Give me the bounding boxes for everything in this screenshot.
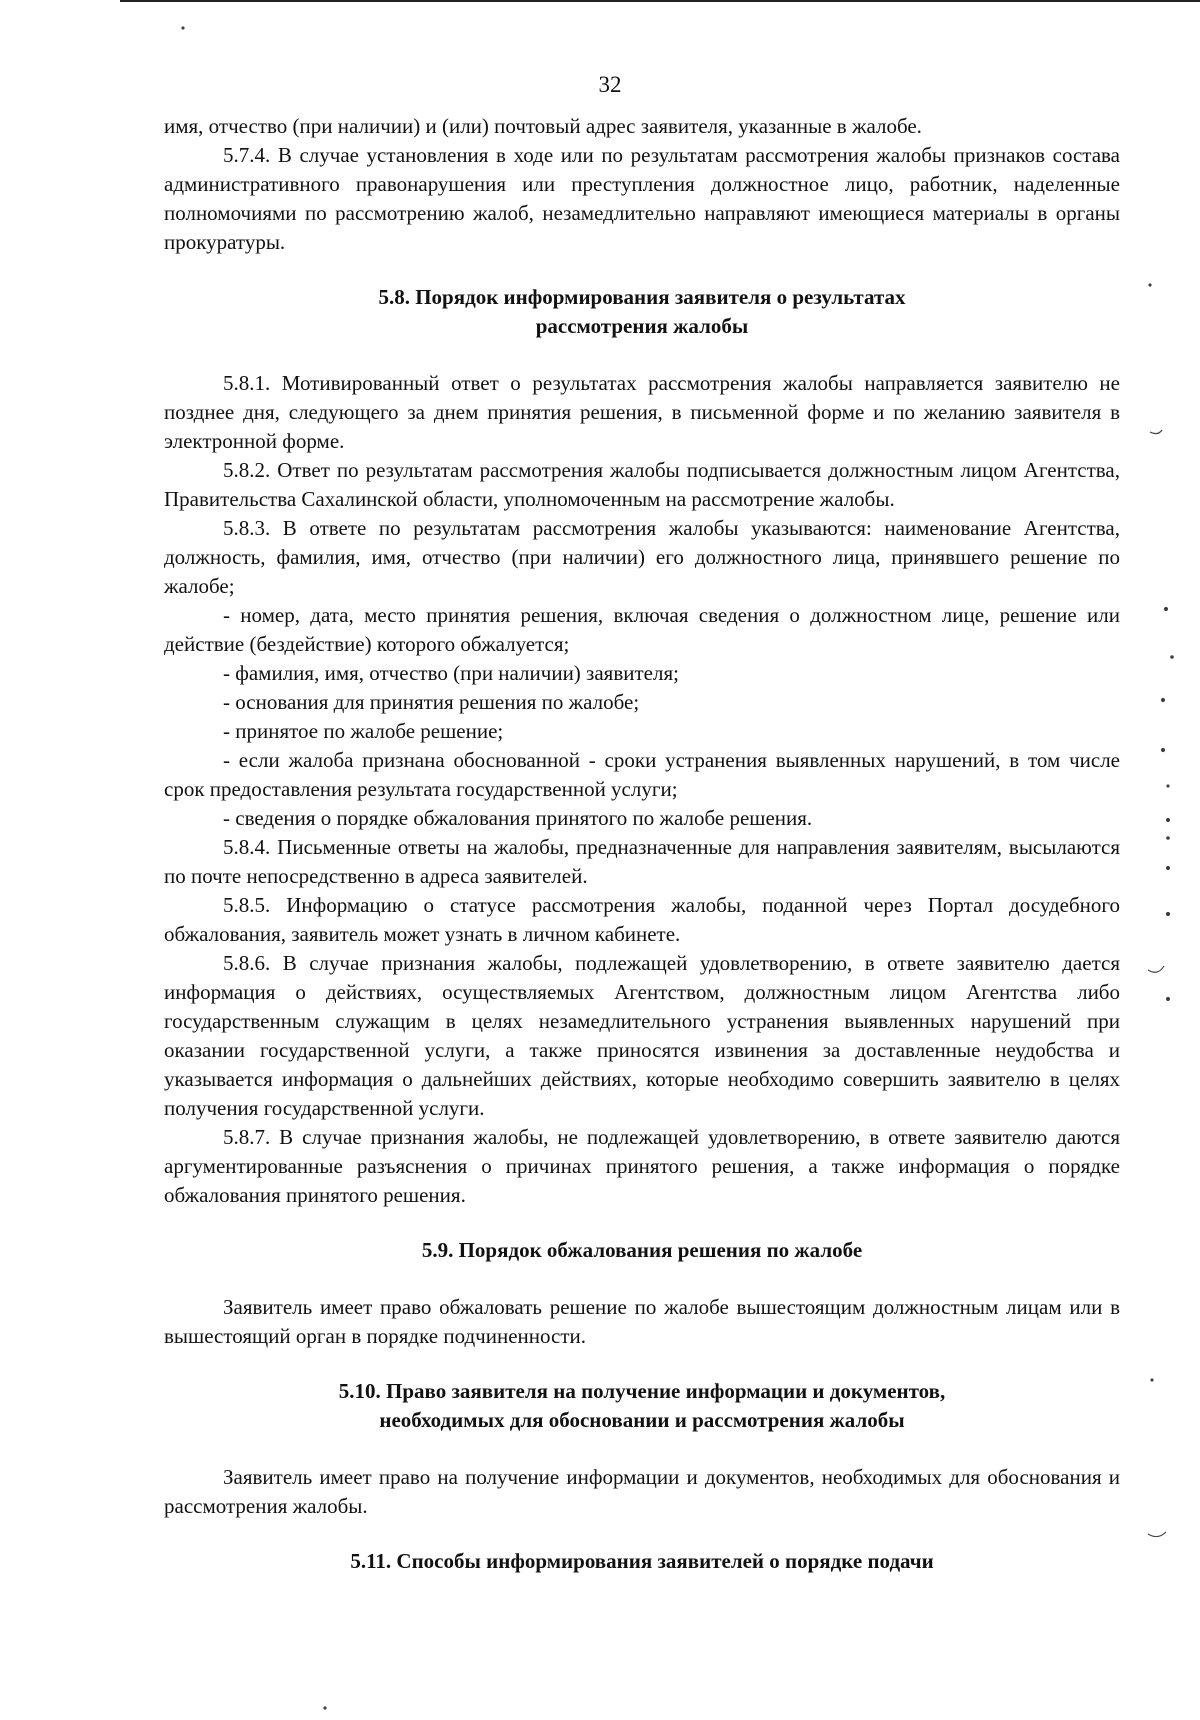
section-heading (164, 283, 1120, 341)
paragraph: 5.7.4. В случае установления в ходе или по результатам рассмотрения жалобы признаков состава административного правонарушения или преступления должностное лицо, работник, наделенные полномочиями по рассмотрению жалоб, незамедлительно направляют имеющиеся материалы в органы прокуратуры. (164, 143, 1120, 254)
section-heading-line: 5.11. Способы информирования заявителей о порядке подачи (350, 1549, 934, 1573)
section-heading-line: рассмотрения жалобы (535, 314, 749, 338)
paragraph: 5.8.1. Мотивированный ответ о результатах рассмотрения жалобы направляется заявителю не позднее дня, следующего за днем принятия решения, в письменной форме и по желанию заявителя в электронной форме. (164, 371, 1120, 453)
section-heading (164, 1236, 1120, 1265)
document-body (164, 112, 1120, 1576)
paragraph: 5.8.6. В случае признания жалобы, подлежащей удовлетворению, в ответе заявителю дается информация о действиях, осуществляемых Агентством, должностным лицом Агентства либо государственным служащим в целях незамедлительного устранения выявленных нарушений при оказании государственной услуги, а также приносятся извинения за доставленные неудобства и указывается информация о дальнейших действиях, которые необходимо совершить заявителю в целях получения государственной услуги. (164, 951, 1120, 1120)
spacer (164, 1521, 1120, 1547)
section-heading (164, 1547, 1120, 1576)
spacer (164, 341, 1120, 369)
section-heading-line: 5.8. Порядок информирования заявителя о результатах (378, 285, 906, 309)
section-heading (164, 1377, 1120, 1435)
section-heading-line: 5.10. Право заявителя на получение информации и документов, (338, 1379, 946, 1403)
paragraph: 5.8.7. В случае признания жалобы, не подлежащей удовлетворению, в ответе заявителю даются аргументированные разъяснения о причинах принятого решения, а также информация о порядке обжалования принятого решения. (164, 1125, 1120, 1207)
top-border-line (120, 0, 1200, 2)
paragraph: - фамилия, имя, отчество (при наличии) заявителя; (223, 661, 679, 685)
paragraph: - если жалоба признана обоснованной - сроки устранения выявленных нарушений, в том числе срок предоставления результата государственной услуги; (164, 748, 1120, 801)
paragraph: 5.8.5. Информацию о статусе рассмотрения жалобы, поданной через Портал досудебного обжалования, заявитель может узнать в личном кабинете. (164, 893, 1120, 946)
page-number: 32 (598, 72, 622, 97)
spacer (164, 1210, 1120, 1236)
paragraph: 5.8.4. Письменные ответы на жалобы, предназначенные для направления заявителям, высылаются по почте непосредственно в адреса заявителей. (164, 835, 1120, 888)
spacer (164, 1351, 1120, 1377)
section-heading-line: необходимых для обосновании и рассмотрения жалобы (379, 1408, 905, 1432)
paragraph: 5.8.2. Ответ по результатам рассмотрения жалобы подписывается должностным лицом Агентства, Правительства Сахалинской области, уполномоченным на рассмотрение жалобы. (164, 458, 1120, 511)
paragraph: - принятое по жалобе решение; (223, 719, 504, 743)
paragraph: имя, отчество (при наличии) и (или) почтовый адрес заявителя, указанные в жалобе. (164, 114, 922, 138)
section-heading-line: 5.9. Порядок обжалования решения по жалобе (421, 1238, 863, 1262)
paragraph: Заявитель имеет право на получение информации и документов, необходимых для обоснования и рассмотрения жалобы. (164, 1465, 1120, 1518)
spacer (164, 257, 1120, 283)
spacer (164, 1435, 1120, 1463)
paragraph: 5.8.3. В ответе по результатам рассмотрения жалобы указываются: наименование Агентства, должность, фамилия, имя, отчество (при наличии) его должностного лица, принявшего решение по жалобе; (164, 516, 1120, 598)
paragraph: Заявитель имеет право обжаловать решение по жалобе вышестоящим должностным лицам или в вышестоящий орган в порядке подчиненности. (164, 1295, 1120, 1348)
paragraph: - номер, дата, место принятия решения, включая сведения о должностном лице, решение или действие (бездействие) которого обжалуется; (164, 603, 1120, 656)
paragraph: - основания для принятия решения по жалобе; (223, 690, 640, 714)
spacer (164, 1265, 1120, 1293)
paragraph: - сведения о порядке обжалования принятого по жалобе решения. (223, 806, 813, 830)
